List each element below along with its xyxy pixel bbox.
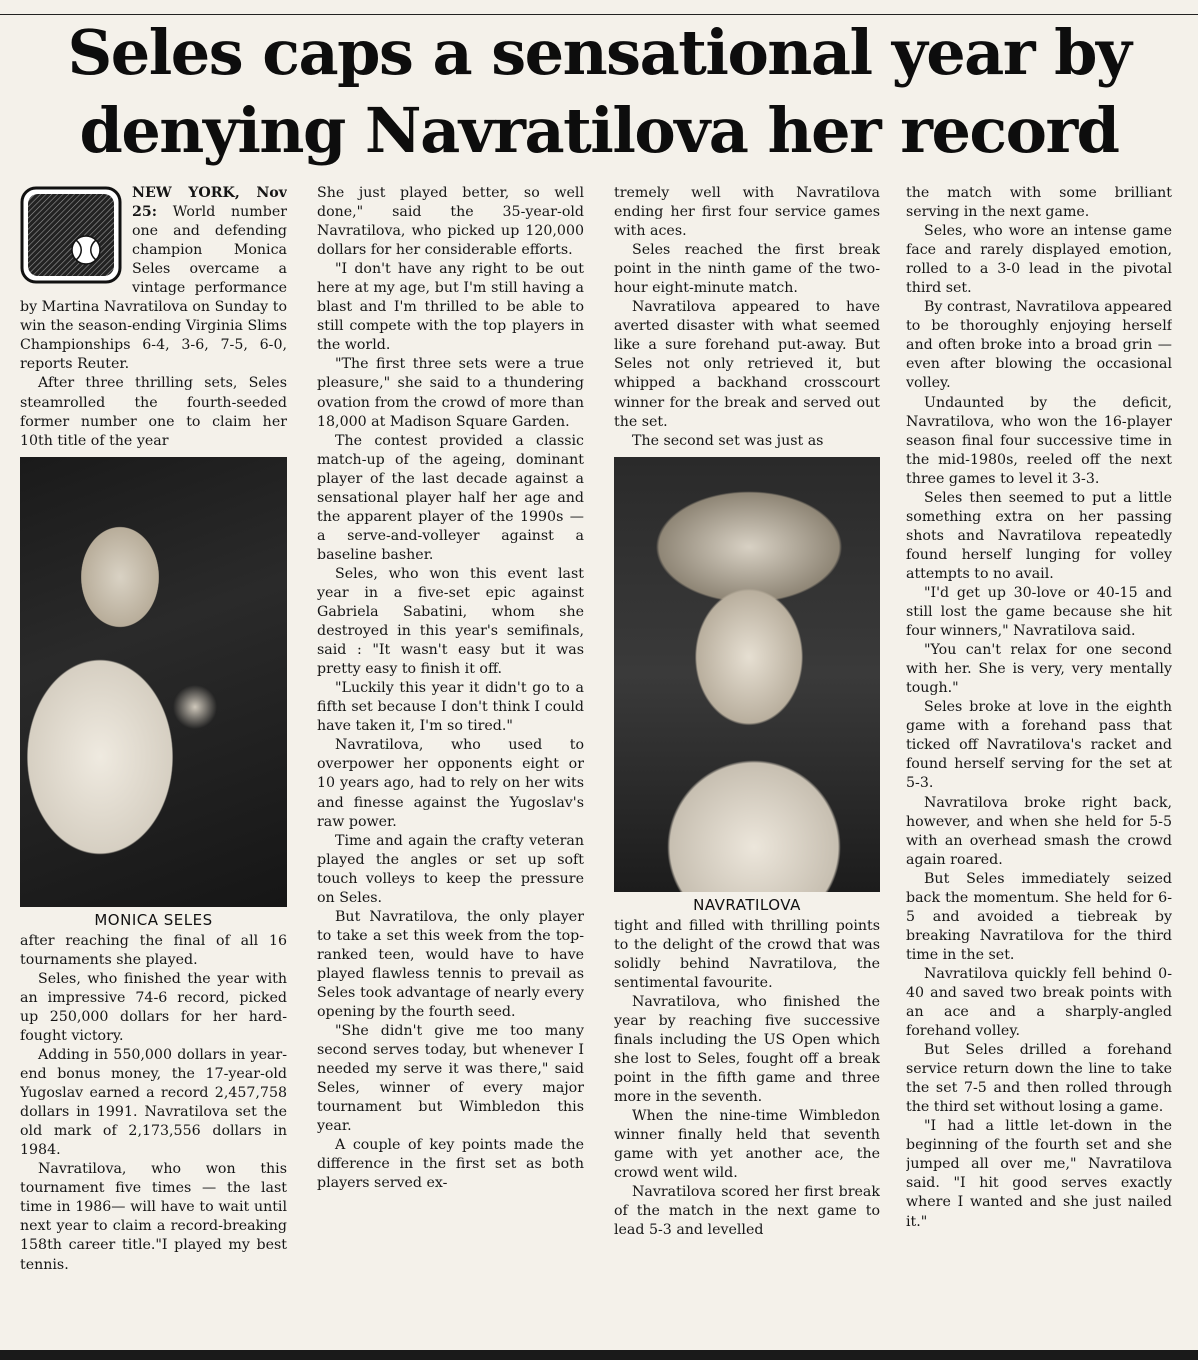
- paragraph: "She didn't give me too many second serves today, but whenever I needed my serve it was there," said Seles, winner of every major tournament but Wimbledon this year.: [317, 1023, 584, 1135]
- paragraph: The contest provided a classic match-up of the ageing, dominant player of the last decade against a sensational player half her age and the apparent player of the 1990s — a serve-and-volleyer against a baseline basher.: [317, 432, 584, 563]
- paragraph: But Navratilova, the only player to take a set this week from the top-ranked teen, would have to have played flawless tennis to prevail as Seles took advantage of nearly every opening by the fourth seed.: [317, 908, 584, 1021]
- article-column-3: [614, 184, 880, 1349]
- paragraph: After three thrilling sets, Seles steamrolled the fourth-seeded former number one to claim her 10th title of the year: [20, 375, 287, 449]
- paragraph: When the nine-time Wimbledon winner finally held that seventh game with yet another ace, the crowd went wild.: [614, 1108, 880, 1182]
- paragraph: The second set was just as: [632, 432, 824, 449]
- headline-line-2: denying Navratilova her record: [79, 94, 1119, 167]
- paragraph: Navratilova appeared to have averted disaster with what seemed like a sure forehand put-away. But Seles not only retrieved it, but whipped a backhand crosscourt winner for the break and served out the set.: [614, 299, 880, 430]
- paragraph: She just played better, so well done," said the 35-year-old Navratilova, who picked up 120,000 dollars for her considerable efforts.: [317, 185, 584, 259]
- paragraph: Navratilova, who won this tournament five times — the last time in 1986— will have to wait until next year to claim a record-breaking 158th career title."I played my best tennis.: [20, 1161, 287, 1273]
- photo-navratilova: [614, 457, 880, 892]
- paragraph: "The first three sets were a true pleasure," she said to a thundering ovation from the crowd of more than 18,000 at Madison Square Garden.: [317, 356, 584, 430]
- dateline: NEW YORK, Nov 25:: [132, 185, 287, 221]
- paragraph: Seles, who finished the year with an impressive 74-6 record, picked up 250,000 dollars for her hard-fought victory.: [20, 970, 287, 1044]
- paragraph: tremely well with Navratilova ending her first four service games with aces.: [614, 185, 880, 240]
- tennis-ball-icon: [20, 186, 122, 284]
- paragraph: By contrast, Navratilova appeared to be thoroughly enjoying herself and often broke into a broad grin — even after blowing the occasional volley.: [906, 299, 1172, 392]
- paragraph: Seles, who won this event last year in a five-set epic against Gabriela Sabatini, whom she destroyed in this year's semifinals, said : "It wasn't easy but it was pretty easy to finish it off.: [317, 565, 584, 678]
- paragraph: But Seles drilled a forehand service return down the line to take the set 7-5 and then rolled through the third set without losing a game.: [906, 1042, 1172, 1116]
- top-cut-strip: [0, 0, 1198, 15]
- paragraph: Adding in 550,000 dollars in year-end bonus money, the 17-year-old Yugoslav earned a record 2,457,758 dollars in 1991. Navratilova set the old mark of 2,173,556 dollars in 1984.: [20, 1046, 287, 1159]
- article-column-2: [317, 184, 584, 1349]
- paragraph: Navratilova quickly fell behind 0-40 and saved two break points with an ace and a sharply-angled forehand volley.: [906, 965, 1172, 1040]
- paragraph: Navratilova broke right back, however, and when she held for 5-5 with an overhead smash the crowd again roared.: [906, 794, 1172, 868]
- paragraph: "I had a little let-down in the beginning of the fourth set and she jumped all over me," Navratilova said. "I hit good serves exactly where I wanted and she just nailed it.": [906, 1118, 1172, 1230]
- paragraph: Navratilova, who used to overpower her opponents eight or 10 years ago, had to rely on her wits and finesse against the Yugoslav's raw power.: [317, 737, 584, 830]
- lead-paragraph-text: World number one and defending champion Monica Seles overcame a vintage performance by Martina Navratilova on Sunday to win the season-ending Virginia Slims Championships 6-4, 3-6, 7-5, 6-0, reports Reuter.: [20, 204, 287, 373]
- photo-monica-seles: [20, 457, 287, 907]
- paragraph: tight and filled with thrilling points to the delight of the crowd that was solidly behind Navratilova, the sentimental favourite.: [614, 917, 880, 991]
- paragraph: But Seles immediately seized back the momentum. She held for 6-5 and avoided a tiebreak by breaking Navratilova for the third time in the set.: [906, 870, 1172, 963]
- paragraph: Undaunted by the deficit, Navratilova, who won the 16-player season final four successive time in the mid-1980s, reeled off the next three games to level it 3-3.: [906, 394, 1172, 487]
- headline: [0, 14, 1198, 184]
- bottom-cut-strip: [0, 1350, 1198, 1360]
- paragraph: "I'd get up 30-love or 40-15 and still lost the game because she hit four winners," Navratilova said.: [906, 584, 1172, 640]
- paragraph: after reaching the final of all 16 tournaments she played.: [20, 932, 287, 968]
- paragraph: Seles broke at love in the eighth game with a forehand pass that ticked off Navratilova's racket and found herself serving for the set at 5-3.: [906, 699, 1172, 792]
- paragraph: the match with some brilliant serving in the next game.: [906, 185, 1172, 221]
- photo-caption-navratilova: NAVRATILOVA: [693, 895, 801, 914]
- article-column-1: [20, 184, 287, 1349]
- headline-line-1: Seles caps a sensational year by: [67, 16, 1131, 89]
- paragraph: Seles then seemed to put a little something extra on her passing shots and Navratilova repeatedly found herself lunging for volley attempts to no avail.: [906, 489, 1172, 582]
- paragraph: A couple of key points made the difference in the first set as both players served ex-: [317, 1137, 584, 1192]
- paragraph: Navratilova, who finished the year by reaching five successive finals including the US Open which she lost to Seles, fought off a break point in the fifth game and three more in the seventh.: [614, 993, 880, 1106]
- paragraph: Time and again the crafty veteran played the angles or set up soft touch volleys to keep the pressure on Seles.: [317, 832, 584, 906]
- paragraph: "You can't relax for one second with her. She is very, very mentally tough.": [906, 642, 1172, 697]
- paragraph: "Luckily this year it didn't go to a fifth set because I don't think I could have taken it, I'm so tired.": [317, 680, 584, 735]
- paragraph: Seles, who wore an intense game face and rarely displayed emotion, rolled to a 3-0 lead in the pivotal third set.: [906, 223, 1172, 297]
- paragraph: "I don't have any right to be out here at my age, but I'm still having a blast and I'm thrilled to be able to still compete with the top players in the world.: [317, 261, 584, 354]
- paragraph: Seles reached the first break point in the ninth game of the two-hour eight-minute match.: [614, 242, 880, 297]
- paragraph: Navratilova scored her first break of the match in the next game to lead 5-3 and levelled: [614, 1184, 880, 1239]
- article-column-4: [906, 184, 1172, 1349]
- photo-caption-seles: MONICA SELES: [94, 910, 213, 929]
